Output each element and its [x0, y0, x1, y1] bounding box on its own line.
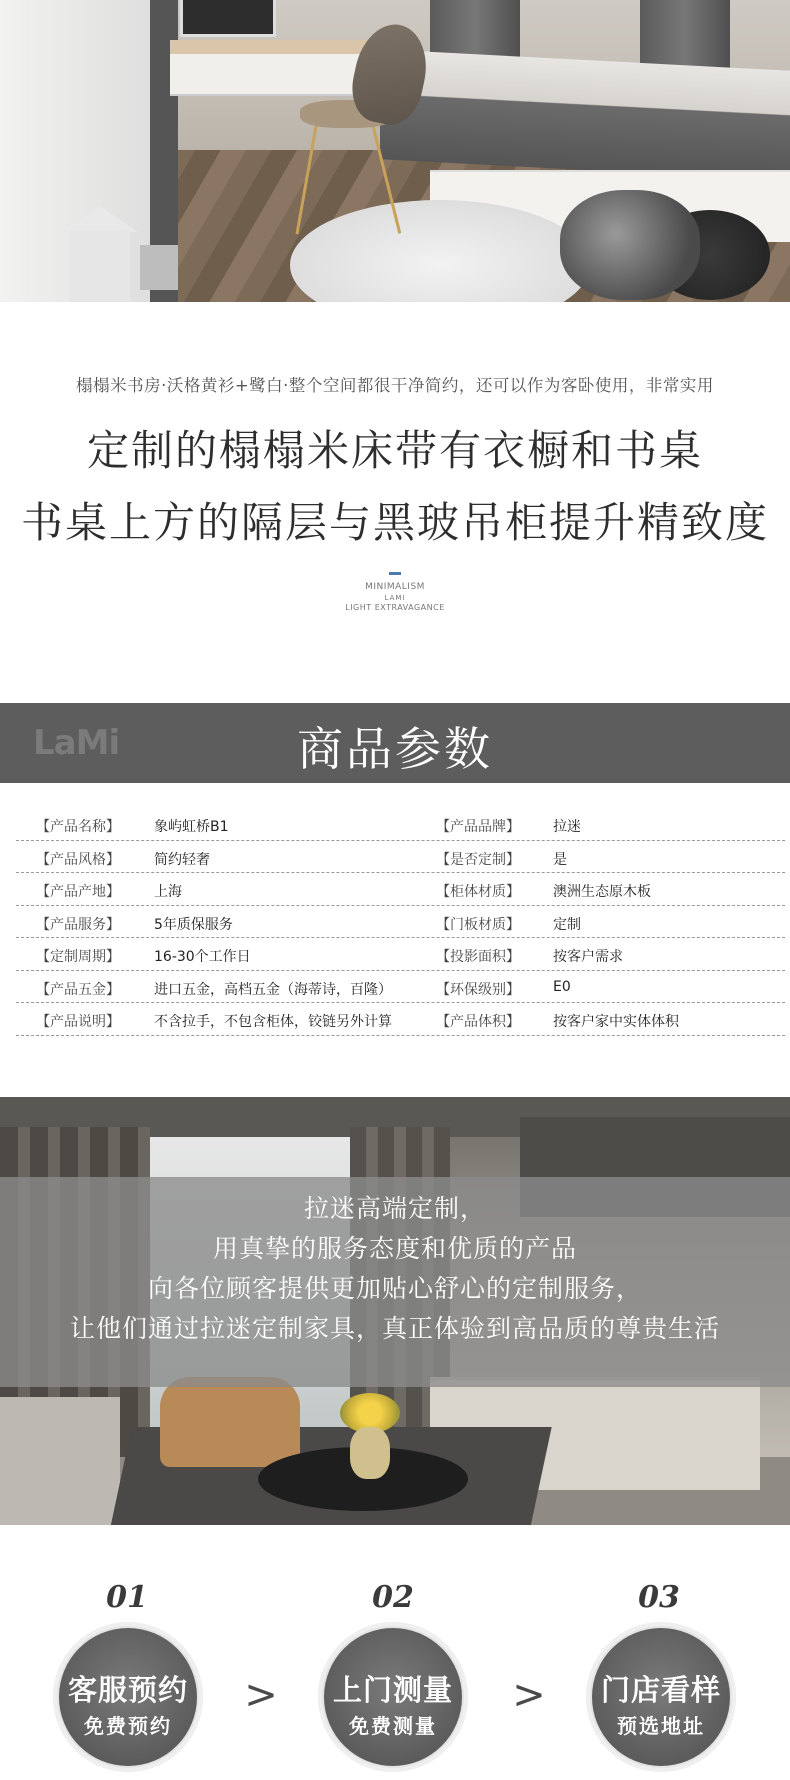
- param-key: 【是否定制】: [436, 851, 520, 868]
- param-value: 5年质保服务: [154, 916, 233, 933]
- param-value: E0: [553, 978, 571, 995]
- param-value: 拉迷: [553, 819, 581, 835]
- table-row: [16, 808, 785, 841]
- intro-subtitle: 榻榻米书房·沃格黄衫+鹭白·整个空间都很干净简约，还可以作为客卧使用，非常实用: [76, 376, 714, 395]
- step-subtitle: 免费测量: [349, 1714, 437, 1738]
- param-value: 16-30个工作日: [154, 949, 251, 965]
- param-value: 简约轻奢: [154, 851, 210, 868]
- hero-desk-top: [170, 40, 370, 54]
- param-key: 【产品服务】: [36, 916, 120, 933]
- param-value: 澳洲生态原木板: [553, 884, 651, 900]
- param-key: 【产品说明】: [36, 1014, 120, 1030]
- banner-line: 用真挚的服务态度和优质的产品: [212, 1234, 577, 1263]
- hero-curtain: [640, 0, 730, 70]
- banner-line: 向各位顾客提供更加贴心舒心的定制服务，: [147, 1274, 642, 1303]
- tagline-brand: LAMI: [384, 594, 406, 602]
- intro-headline-1: 定制的榻榻米床带有衣橱和书桌: [86, 426, 703, 475]
- params-table: [16, 808, 785, 1036]
- banner-line: 让他们通过拉迷定制家具，真正体验到高品质的尊贵生活: [69, 1314, 720, 1343]
- param-key: 【柜体材质】: [436, 884, 520, 900]
- chevron-right-icon: >: [512, 1672, 546, 1718]
- hero-house-roof: [62, 206, 138, 232]
- step-title: 客服预约: [67, 1673, 188, 1707]
- step-customer-service: [53, 1622, 203, 1772]
- intro-headline-2: 书桌上方的隔层与黑玻吊柜提升精致度: [20, 498, 769, 547]
- table-row: [16, 841, 785, 874]
- table-row: [16, 873, 785, 906]
- param-value: 进口五金，高档五金（海蒂诗，百隆）: [154, 981, 392, 998]
- living-room-banner: [0, 1097, 790, 1525]
- table-row: [16, 906, 785, 939]
- chevron-right-icon: >: [244, 1672, 278, 1718]
- hero-desk-drawer: [170, 54, 370, 96]
- param-key: 【产品品牌】: [436, 819, 520, 835]
- param-value: 是: [553, 851, 567, 868]
- step-title: 门店看样: [600, 1673, 721, 1707]
- param-key: 【门板材质】: [436, 916, 520, 933]
- banner-armchair: [160, 1377, 300, 1467]
- accent-mark: [389, 572, 401, 575]
- param-key: 【产品体积】: [436, 1014, 520, 1030]
- table-row: [16, 938, 785, 971]
- brand-logo: LaMi: [33, 723, 120, 763]
- params-title: 商品参数: [297, 722, 493, 776]
- tagline-minimalism: MINIMALISM: [365, 582, 425, 592]
- tagline-light-extravagance: LIGHT EXTRAVAGANCE: [345, 603, 445, 612]
- table-row: [16, 1003, 785, 1036]
- hero-photo: [0, 0, 790, 302]
- hero-toy-horse: [560, 190, 700, 300]
- step-number: 02: [372, 1580, 414, 1615]
- param-value: 象屿虹桥B1: [154, 819, 229, 835]
- param-key: 【产品名称】: [36, 819, 120, 835]
- banner-vase: [350, 1427, 390, 1479]
- step-store-visit: [586, 1622, 736, 1772]
- hero-house-ornament: [140, 245, 178, 290]
- table-row: [16, 971, 785, 1004]
- param-value: 上海: [154, 884, 182, 900]
- param-value: 不含拉手，不包含柜体，铰链另外计算: [154, 1014, 392, 1030]
- hero-house-ornament: [70, 230, 130, 302]
- params-header: [0, 703, 790, 783]
- param-key: 【产品五金】: [36, 981, 120, 998]
- param-value: 按客户家中实体体积: [553, 1014, 679, 1030]
- hero-bed: [380, 49, 790, 180]
- step-subtitle: 免费预约: [84, 1714, 172, 1738]
- param-key: 【产品风格】: [36, 851, 120, 868]
- step-subtitle: 预选地址: [617, 1714, 705, 1738]
- banner-sofa: [0, 1397, 120, 1525]
- param-value: 定制: [553, 916, 581, 933]
- param-key: 【环保级别】: [436, 981, 520, 998]
- step-measurement: [318, 1622, 468, 1772]
- hero-monitor: [180, 0, 276, 37]
- step-number: 03: [638, 1580, 680, 1615]
- param-key: 【投影面积】: [436, 949, 520, 965]
- param-key: 【定制周期】: [36, 949, 120, 965]
- banner-line: 拉迷高端定制，: [303, 1194, 486, 1223]
- param-key: 【产品产地】: [36, 884, 120, 900]
- step-number: 01: [106, 1580, 148, 1615]
- step-title: 上门测量: [332, 1673, 453, 1707]
- param-value: 按客户需求: [553, 949, 623, 965]
